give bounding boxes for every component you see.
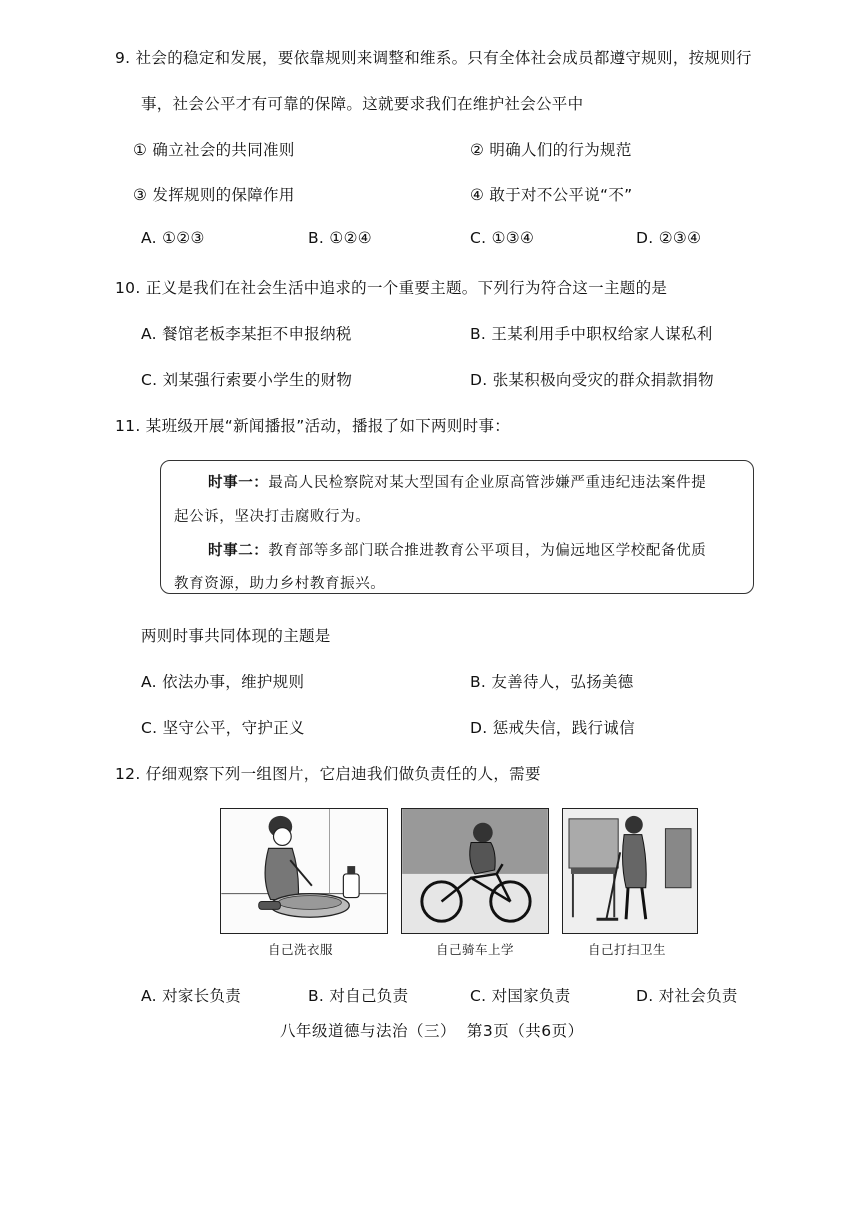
news2-line1 bbox=[208, 539, 706, 560]
cleaning-illustration bbox=[563, 809, 697, 933]
picture-riding-bike bbox=[401, 808, 549, 934]
q11-question: 两则时事共同体现的主题是 bbox=[141, 627, 331, 645]
q10-stem: 10. 正义是我们在社会生活中追求的一个重要主题。下列行为符合这一主题的是 bbox=[115, 279, 668, 297]
page-footer: 八年级道德与法治（三） 第3页（共6页） bbox=[280, 1022, 584, 1040]
news2-label: 时事二： bbox=[208, 542, 269, 559]
q11-option-c: C. 坚守公平，守护正义 bbox=[141, 719, 305, 737]
picture-washing-clothes bbox=[220, 808, 388, 934]
picture-cleaning bbox=[562, 808, 698, 934]
news1-label: 时事一： bbox=[208, 474, 269, 491]
news1-text: 最高人民检察院对某大型国有企业原高管涉嫌严重违纪违法案件提 bbox=[268, 475, 707, 491]
q11-stem: 11. 某班级开展“新闻播报”活动，播报了如下两则时事： bbox=[115, 417, 511, 435]
q11-option-d: D. 惩戒失信，践行诚信 bbox=[470, 719, 635, 737]
q10-option-d: D. 张某积极向受灾的群众捐款捐物 bbox=[470, 371, 714, 389]
q9-option-c: C. ①③④ bbox=[470, 229, 535, 247]
q11-option-b: B. 友善待人，弘扬美德 bbox=[470, 673, 634, 691]
news1-line2: 起公诉，坚决打击腐败行为。 bbox=[174, 509, 371, 525]
news2-text: 教育部等多部门联合推进教育公平项目，为偏远地区学校配备优质 bbox=[268, 543, 707, 559]
q10-option-b: B. 王某利用手中职权给家人谋私利 bbox=[470, 325, 713, 343]
q10-option-a: A. 餐馆老板李某拒不申报纳税 bbox=[141, 325, 352, 343]
q9-stem-line1: 9. 社会的稳定和发展，要依靠规则来调整和维系。只有全体社会成员都遵守规则，按规则行 bbox=[115, 49, 752, 67]
caption-riding: 自己骑车上学 bbox=[436, 942, 515, 957]
caption-cleaning: 自己打扫卫生 bbox=[588, 942, 667, 957]
q12-option-b: B. 对自己负责 bbox=[308, 987, 409, 1005]
washing-illustration bbox=[221, 809, 387, 933]
q10-option-c: C. 刘某强行索要小学生的财物 bbox=[141, 371, 353, 389]
q9-option-d: D. ②③④ bbox=[636, 229, 702, 247]
q9-item-3: ③ 发挥规则的保障作用 bbox=[133, 186, 295, 204]
news2-line2: 教育资源，助力乡村教育振兴。 bbox=[174, 576, 386, 592]
caption-washing: 自己洗衣服 bbox=[268, 942, 334, 957]
q12-option-d: D. 对社会负责 bbox=[636, 987, 738, 1005]
q9-item-4: ④ 敢于对不公平说“不” bbox=[470, 186, 633, 204]
bike-illustration bbox=[402, 809, 548, 933]
news1-line1 bbox=[208, 471, 706, 492]
q9-item-1: ① 确立社会的共同准则 bbox=[133, 141, 295, 159]
q9-option-a: A. ①②③ bbox=[141, 229, 205, 247]
q9-stem-line2: 事，社会公平才有可靠的保障。这就要求我们在维护社会公平中 bbox=[141, 95, 584, 113]
q9-item-2: ② 明确人们的行为规范 bbox=[470, 141, 632, 159]
q12-stem: 12. 仔细观察下列一组图片，它启迪我们做负责任的人，需要 bbox=[115, 765, 541, 783]
q9-option-b: B. ①②④ bbox=[308, 229, 372, 247]
q12-option-c: C. 对国家负责 bbox=[470, 987, 571, 1005]
q12-option-a: A. 对家长负责 bbox=[141, 987, 242, 1005]
q11-option-a: A. 依法办事，维护规则 bbox=[141, 673, 305, 691]
